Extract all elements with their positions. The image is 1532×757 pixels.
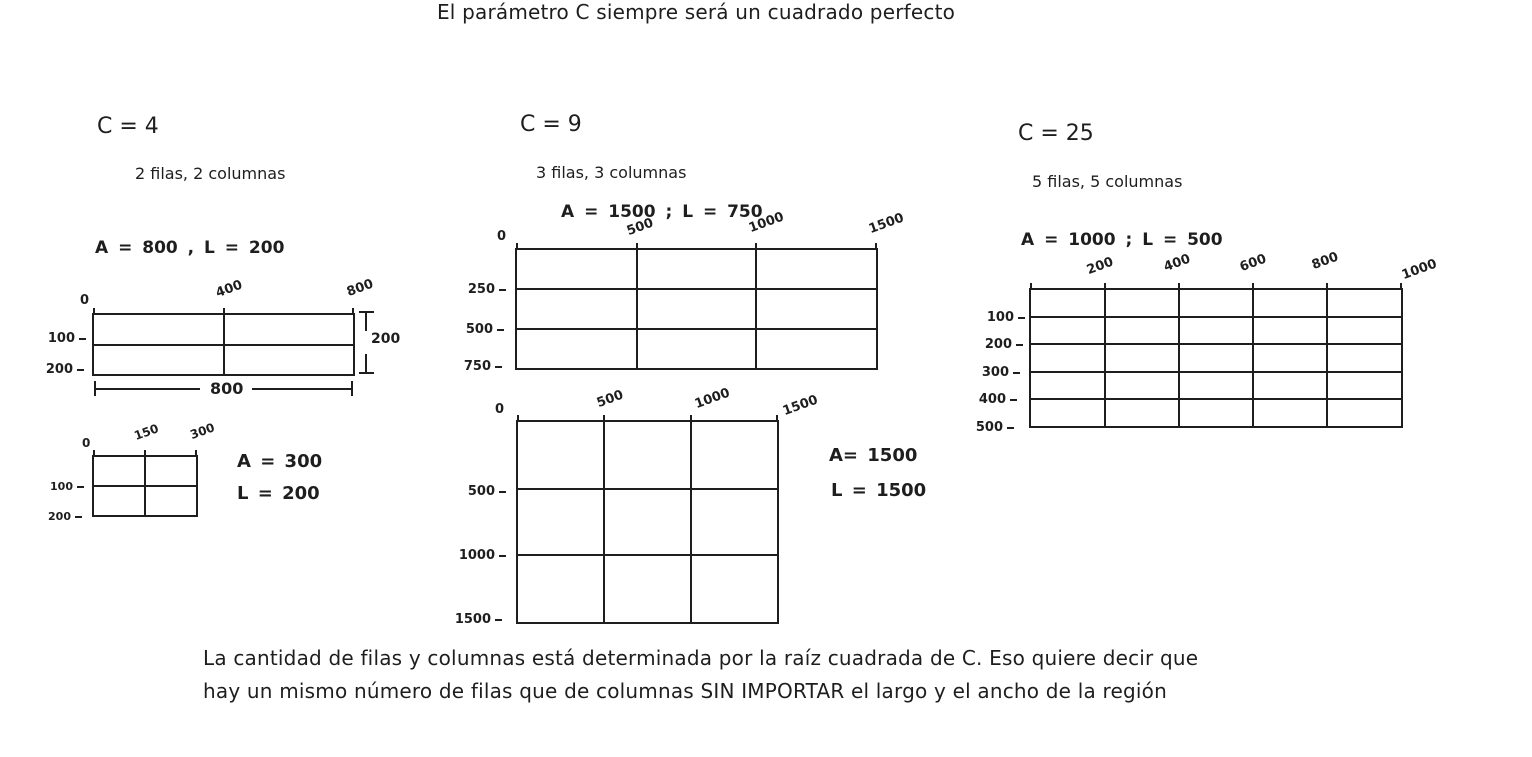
top-axis-label: 0 xyxy=(497,229,507,244)
axis-tick xyxy=(875,243,877,248)
grid-line-vertical xyxy=(636,250,638,368)
grid-c9-square-length-label: L = 1500 xyxy=(831,480,927,501)
section-c25-heading: C = 25 xyxy=(1018,121,1094,146)
grid-line-vertical xyxy=(1252,290,1254,426)
grid-c4-small-area-label: A = 300 xyxy=(237,451,323,472)
grid-line-vertical xyxy=(755,250,757,368)
left-axis-label: 100 xyxy=(981,310,1025,325)
height-dim-stem-bottom xyxy=(365,354,367,374)
footer-note-line2: hay un mismo número de filas que de columnas SIN IMPORTAR el largo y el ancho de la región xyxy=(203,679,1167,703)
grid-c4-small-length-label: L = 200 xyxy=(237,483,320,504)
section-c9-rows-cols: 3 filas, 3 columnas xyxy=(536,163,687,182)
width-dim-line-right xyxy=(252,388,353,390)
grid-c4-small xyxy=(92,455,198,517)
grid-c25-main xyxy=(1029,288,1403,428)
top-axis-label: 1000 xyxy=(746,209,787,236)
grid-line-horizontal xyxy=(518,554,777,556)
axis-tick xyxy=(776,415,778,420)
grid-line-horizontal xyxy=(1031,316,1401,318)
axis-tick xyxy=(690,415,692,420)
height-dim-label: 200 xyxy=(371,331,401,347)
width-dim-label: 800 xyxy=(210,379,244,398)
top-axis-label: 150 xyxy=(132,421,161,443)
axis-tick xyxy=(516,243,518,248)
left-axis-label: 200 xyxy=(44,510,82,523)
top-axis-label: 400 xyxy=(213,277,245,301)
top-axis-label: 800 xyxy=(344,276,376,300)
left-axis-label: 1500 xyxy=(452,612,502,627)
axis-tick xyxy=(144,450,146,455)
axis-tick xyxy=(195,450,197,455)
width-dim-line-left xyxy=(94,388,200,390)
axis-tick xyxy=(93,450,95,455)
left-axis-label: 500 xyxy=(970,420,1014,435)
axis-tick xyxy=(1400,283,1402,288)
grid-line-vertical xyxy=(1104,290,1106,426)
grid-line-horizontal xyxy=(1031,371,1401,373)
width-dim-tick-right xyxy=(351,381,353,396)
axis-tick xyxy=(603,415,605,420)
grid-line-horizontal xyxy=(517,288,876,290)
height-dim-stem-top xyxy=(365,311,367,331)
left-axis-label: 100 xyxy=(46,480,84,493)
top-axis-label: 0 xyxy=(495,402,505,417)
left-axis-label: 500 xyxy=(460,322,504,337)
section-c25-params: A = 1000 ; L = 500 xyxy=(1021,230,1223,250)
left-axis-label: 300 xyxy=(976,365,1020,380)
grid-line-horizontal xyxy=(517,328,876,330)
left-axis-label: 750 xyxy=(458,359,502,374)
grid-line-vertical xyxy=(603,422,605,622)
top-axis-label: 200 xyxy=(1084,254,1116,278)
axis-tick xyxy=(636,243,638,248)
grid-line-vertical xyxy=(690,422,692,622)
left-axis-label: 200 xyxy=(42,362,84,377)
axis-tick xyxy=(755,243,757,248)
axis-tick xyxy=(1030,283,1032,288)
left-axis-label: 1000 xyxy=(456,548,506,563)
axis-tick xyxy=(1252,283,1254,288)
top-axis-label: 1000 xyxy=(1399,256,1440,283)
left-axis-label: 200 xyxy=(979,337,1023,352)
grid-line-horizontal xyxy=(94,344,353,346)
axis-tick xyxy=(1326,283,1328,288)
top-axis-label: 0 xyxy=(82,436,91,450)
axis-tick xyxy=(1104,283,1106,288)
grid-c4-main xyxy=(92,313,355,376)
left-axis-label: 400 xyxy=(973,392,1017,407)
top-axis-label: 1500 xyxy=(780,392,821,419)
grid-line-horizontal xyxy=(94,485,196,487)
footer-note-line1: La cantidad de filas y columnas está determinada por la raíz cuadrada de C. Eso quiere decir que xyxy=(203,646,1199,670)
grid-line-vertical xyxy=(1326,290,1328,426)
section-c4-rows-cols: 2 filas, 2 columnas xyxy=(135,164,286,183)
grid-line-horizontal xyxy=(1031,343,1401,345)
grid-c9-wide xyxy=(515,248,878,370)
axis-tick xyxy=(223,308,225,313)
axis-tick xyxy=(517,415,519,420)
left-axis-label: 500 xyxy=(462,484,506,499)
grid-c9-square-area-label: A= 1500 xyxy=(829,445,918,466)
top-axis-label: 800 xyxy=(1309,249,1341,273)
section-c4-params: A = 800 , L = 200 xyxy=(95,238,285,258)
grid-line-vertical xyxy=(1178,290,1180,426)
grid-line-horizontal xyxy=(518,488,777,490)
top-axis-label: 1000 xyxy=(692,385,733,412)
section-c9-heading: C = 9 xyxy=(520,112,582,137)
page-title: El parámetro C siempre será un cuadrado perfecto xyxy=(436,0,956,24)
top-axis-label: 600 xyxy=(1237,251,1269,275)
top-axis-label: 0 xyxy=(80,293,90,308)
height-dim-cap-bottom xyxy=(359,372,374,374)
top-axis-label: 400 xyxy=(1161,251,1193,275)
top-axis-label: 500 xyxy=(624,215,656,239)
axis-tick xyxy=(352,308,354,313)
section-c9-params: A = 1500 ; L = 750 xyxy=(561,202,763,222)
section-c25-rows-cols: 5 filas, 5 columnas xyxy=(1032,172,1183,191)
section-c4-heading: C = 4 xyxy=(97,114,159,139)
grid-line-horizontal xyxy=(1031,398,1401,400)
grid-c9-square xyxy=(516,420,779,624)
left-axis-label: 100 xyxy=(44,331,86,346)
left-axis-label: 250 xyxy=(462,282,506,297)
axis-tick xyxy=(93,308,95,313)
top-axis-label: 500 xyxy=(594,387,626,411)
top-axis-label: 1500 xyxy=(866,210,907,237)
top-axis-label: 300 xyxy=(188,420,217,442)
axis-tick xyxy=(1178,283,1180,288)
